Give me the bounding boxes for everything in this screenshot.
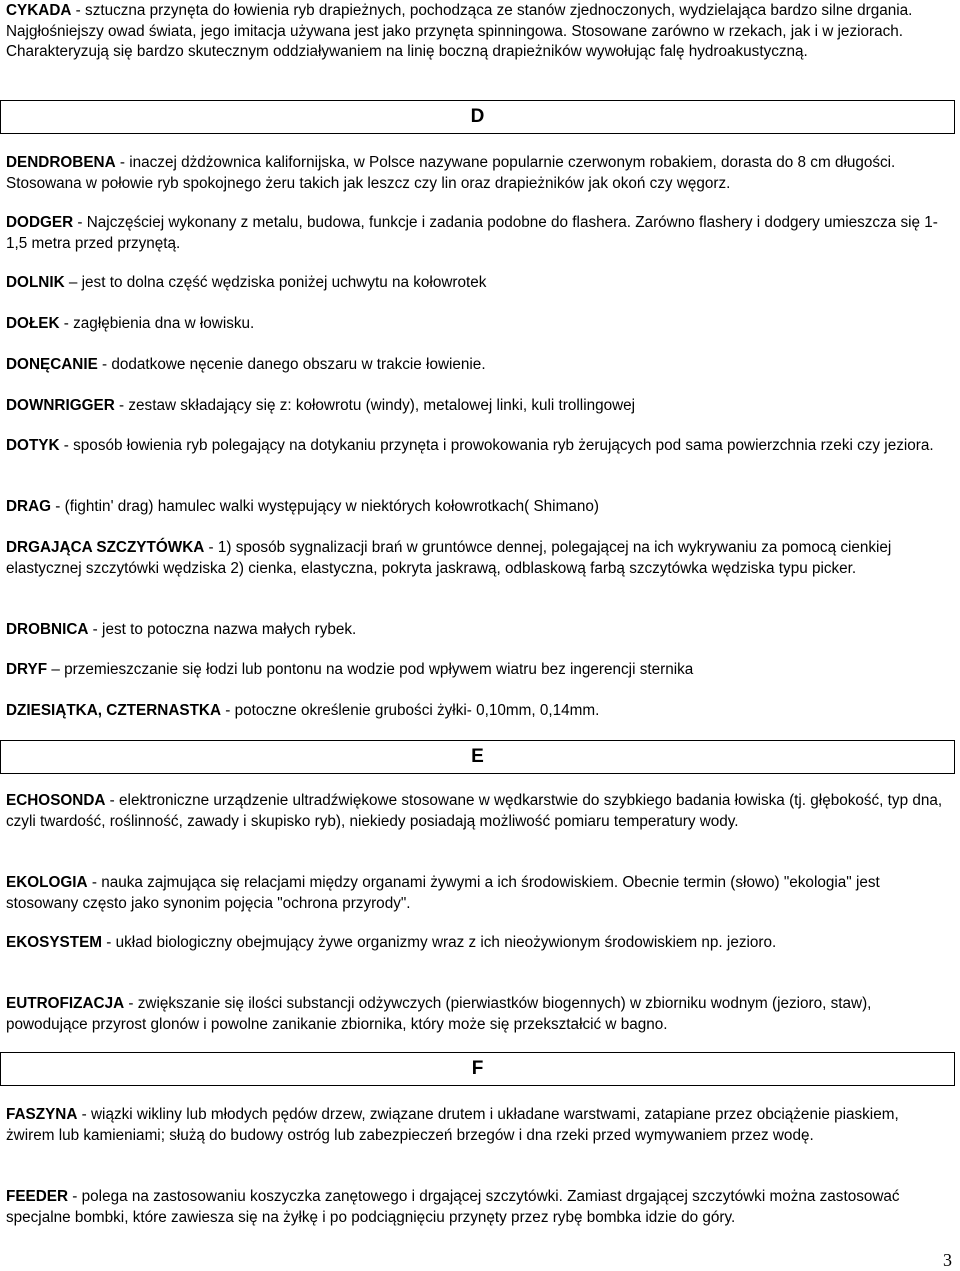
entry-term: DOŁEK [6, 315, 60, 332]
entry-term: DENDROBENA [6, 154, 116, 171]
entry-separator: - [114, 397, 129, 414]
entry-echosonda [6, 791, 948, 832]
section-header-e [0, 740, 955, 774]
entry-separator: - [59, 315, 74, 332]
entry-term: DOLNIK [6, 274, 65, 291]
entry-term: DOWNRIGGER [6, 397, 115, 414]
entry-separator: - [68, 1188, 82, 1205]
entry-separator: - [204, 539, 218, 556]
entry-feeder [6, 1187, 948, 1228]
entry-definition: Najczęściej wykonany z metalu, budowa, funkcje i zadania podobne do flashera. Zarówno flashery i dodgery umieszcza się 1-1,5 metra przed przynętą. [6, 214, 938, 252]
entry-term: DODGER [6, 214, 74, 231]
entry-drobnica [6, 620, 948, 641]
entry-term: DONĘCANIE [6, 356, 98, 373]
entry-definition: dodatkowe nęcenie danego obszaru w trakcie łowienie. [111, 356, 486, 373]
entry-definition: inaczej dżdżownica kalifornijska, w Polsce nazywane popularnie czerwonym robakiem, dorasta do 8 cm długości. Stosowana w połowie ryb spokojnego żeru takich jak leszcz czy lin oraz drapieżników jak okoń czy węgorz. [6, 154, 896, 192]
entry-definition: przemieszczanie się łodzi lub pontonu na wodzie pod wpływem wiatru bez ingerencji sternika [64, 661, 694, 678]
entry-separator: - [71, 2, 86, 19]
entry-drgajaca-szczytowka [6, 538, 948, 579]
section-header-f [0, 1052, 955, 1086]
entry-separator: - [73, 214, 87, 231]
entry-term: ECHOSONDA [6, 792, 106, 809]
entry-definition: (fightin' drag) hamulec walki występujący w niektórych kołowrotkach( Shimano) [64, 498, 599, 515]
entry-separator: - [51, 498, 65, 515]
entry-definition: polega na zastosowaniu koszyczka zanętowego i drgającej szczytówki. Zamiast drgającej szczytówki można zastosować specjalne bombki, które zawiesza się na żyłkę i po podciągnięciu przynęty przez rybę bombka idzie do góry. [6, 1188, 900, 1226]
entry-term: EKOLOGIA [6, 874, 88, 891]
entry-definition: nauka zajmująca się relacjami między organami żywymi a ich środowiskiem. Obecnie termin (słowo) "ekologia" jest stosowany często jako synonim pojęcia "ochrona przyrody". [6, 874, 880, 912]
entry-separator: - [105, 792, 120, 809]
entry-term: FASZYNA [6, 1106, 78, 1123]
section-header-d [0, 100, 955, 134]
entry-term: DZIESIĄTKA, CZTERNASTKA [6, 702, 222, 719]
entry-separator: - [77, 1106, 91, 1123]
entry-dolek [6, 314, 948, 335]
entry-definition: elektroniczne urządzenie ultradźwiękowe stosowane w wędkarstwie do szybkiego badania łowiska (tj. głębokość, typ dna, czyli twardość, roślinność, zawady i skupisko ryb), niekiedy posiadają możliwość pomiaru temperatury wody. [6, 792, 943, 830]
entry-definition: 1) sposób sygnalizacji brań w gruntówce dennej, polegającej na ich wykrywaniu za pomocą cienkiej elastycznej szczytówki wędziska 2) cienka, elastyczna, pokryta jaskrawą, odblaskową farbą szczytówka wędziska typu picker. [6, 539, 892, 577]
entry-dolnik [6, 273, 948, 294]
entry-ekologia [6, 873, 948, 914]
entry-separator: - [115, 154, 130, 171]
entry-separator: - [88, 621, 103, 638]
entry-definition: sposób łowienia ryb polegający na dotykaniu przynęta i prowokowania ryb żerujących pod sama powierzchnia rzeki czy jeziora. [73, 437, 934, 454]
entry-donecanie [6, 355, 948, 376]
entry-definition: zwiększanie się ilości substancji odżywczych (pierwiastków biogennych) w zbiorniku wodnym (jezioro, staw), powodujące przyrost glonów i powolne zanikanie zbiornika, który może się przekształcić w bagno. [6, 995, 872, 1033]
entry-term: EKOSYSTEM [6, 934, 103, 951]
entry-separator: - [124, 995, 138, 1012]
entry-term: DRYF [6, 661, 48, 678]
entry-separator: - [221, 702, 235, 719]
entry-separator: - [59, 437, 74, 454]
entry-definition: sztuczna przynęta do łowienia ryb drapieżnych, pochodząca ze stanów zjednoczonych, wydzielająca bardzo silne drgania. Najgłośniejszy owad świata, jego imitacja używana jest jako przynęta spinningowa. Stosowane zarówno w rzekach, jak i w jeziorach. Charakteryzują się bardzo skutecznym oddziaływaniem na linię boczną drapieżników wywołując falę hydroakustyczną. [6, 2, 913, 60]
page-number: 3 [943, 1250, 952, 1270]
entry-separator: - [97, 356, 112, 373]
entry-separator: – [47, 661, 65, 678]
entry-downrigger [6, 396, 948, 417]
entry-ekosystem [6, 933, 948, 954]
entry-definition: potoczne określenie grubości żyłki- 0,10mm, 0,14mm. [234, 702, 600, 719]
entry-dotyk [6, 436, 948, 457]
entry-definition: zagłębienia dna w łowisku. [73, 315, 255, 332]
entry-dendrobena [6, 153, 948, 194]
section-letter: D [470, 106, 485, 127]
entry-definition: układ biologiczny obejmujący żywe organizmy wraz z ich nieożywionym środowiskiem np. jezioro. [115, 934, 777, 951]
entry-cykada [6, 1, 948, 63]
entry-definition: zestaw składający się z: kołowrotu (windy), metalowej linki, kuli trollingowej [128, 397, 636, 414]
entry-term: EUTROFIZACJA [6, 995, 125, 1012]
entry-definition: jest to potoczna nazwa małych rybek. [102, 621, 357, 638]
entry-dziesiatka [6, 701, 948, 722]
entry-definition: wiązki wikliny lub młodych pędów drzew, związane drutem i układane warstwami, zatapiane przez obciążenie piaskiem, żwirem lub kamieniami; służą do budowy ostróg lub zabezpieczeń brzegów i dna rzeki przed wymywaniem przez wodę. [6, 1106, 899, 1144]
entry-dryf [6, 660, 948, 681]
entry-definition: jest to dolna część wędziska poniżej uchwytu na kołowrotek [81, 274, 487, 291]
entry-separator: – [64, 274, 82, 291]
entry-separator: - [87, 874, 102, 891]
entry-eutrofizacja [6, 994, 948, 1035]
entry-dodger [6, 213, 948, 254]
entry-separator: - [102, 934, 116, 951]
entry-term: DRGAJĄCA SZCZYTÓWKA [6, 539, 205, 556]
entry-term: DOTYK [6, 437, 60, 454]
entry-term: CYKADA [6, 2, 72, 19]
section-letter: F [471, 1058, 484, 1079]
entry-term: DRAG [6, 498, 52, 515]
entry-faszyna [6, 1105, 948, 1146]
entry-term: FEEDER [6, 1188, 69, 1205]
section-letter: E [471, 746, 484, 767]
entry-term: DROBNICA [6, 621, 89, 638]
entry-drag [6, 497, 948, 518]
